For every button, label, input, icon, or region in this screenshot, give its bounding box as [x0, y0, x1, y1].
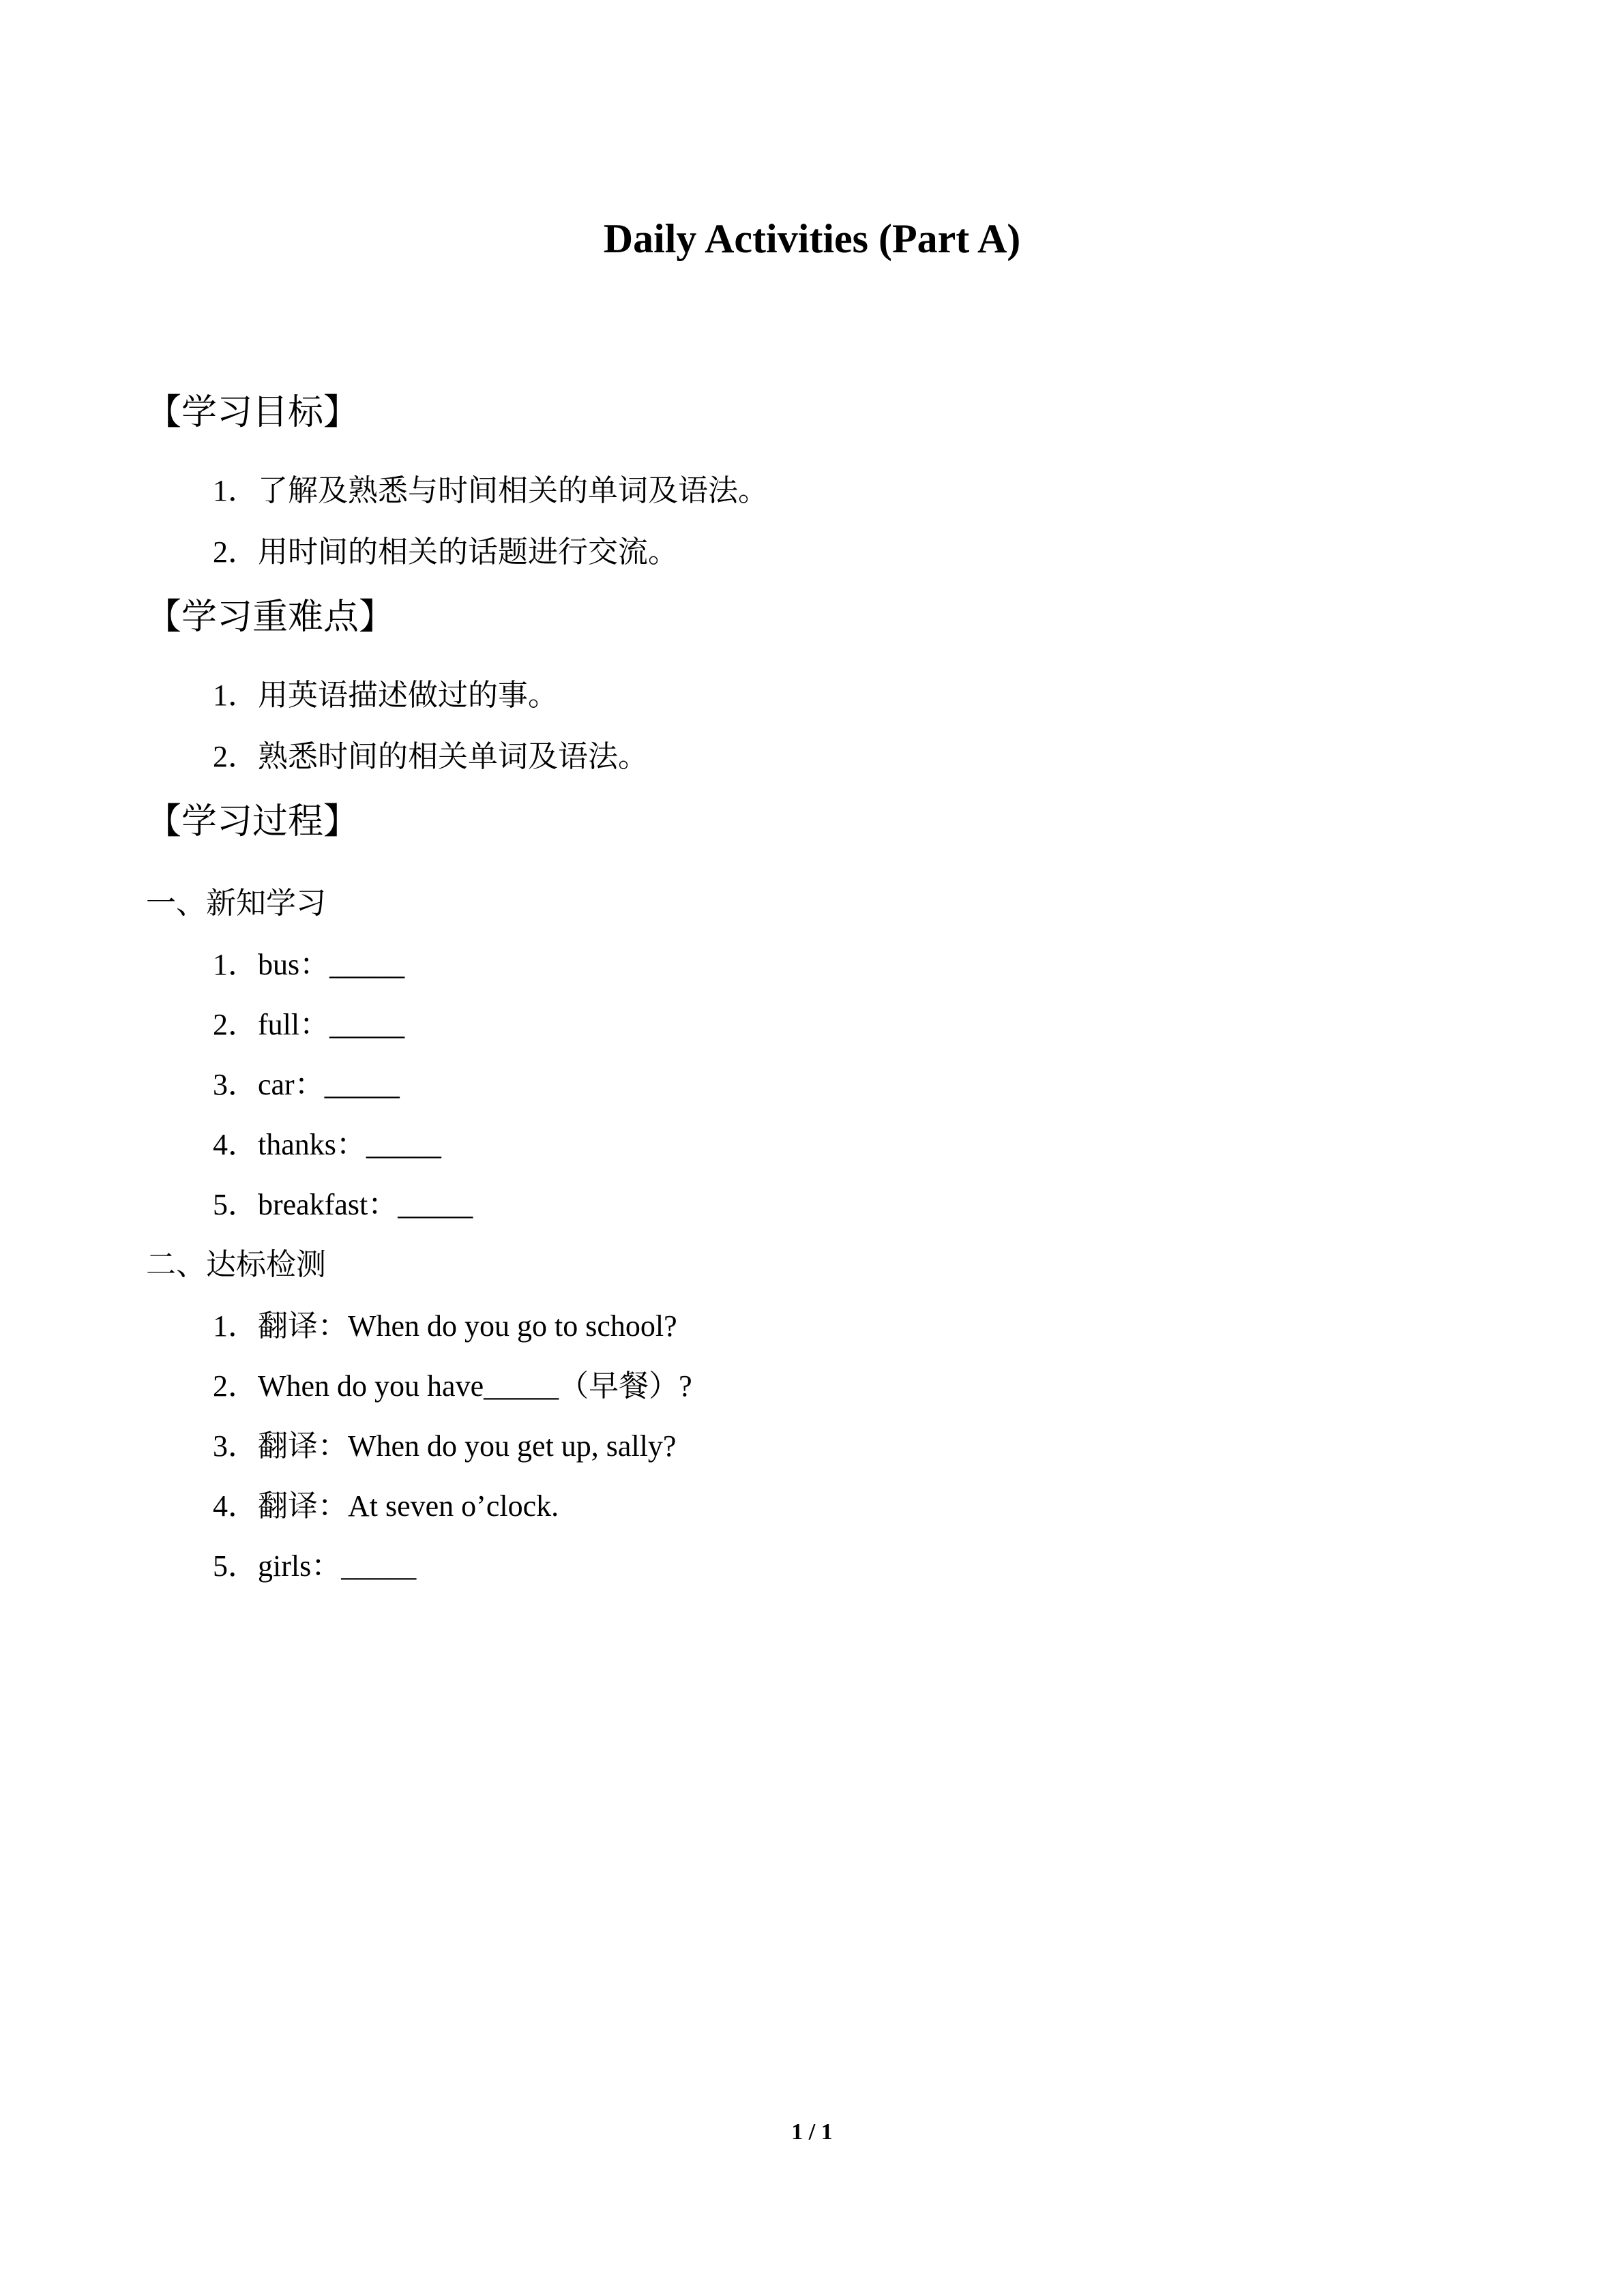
- key-points-heading: 【学习重难点】: [146, 597, 395, 638]
- part1-label: 一、新知学习: [146, 886, 326, 920]
- test-item-1: 1．翻译：When do you go to school?: [213, 1309, 677, 1343]
- key-point-item-2: 2．熟悉时间的相关单词及语法。: [213, 740, 648, 773]
- key-point-item-1: 1．用英语描述做过的事。: [213, 679, 558, 712]
- document-title: Daily Activities (Part A): [603, 216, 1021, 261]
- vocab-item-2: 2．full：_____: [213, 1008, 405, 1041]
- vocab-item-4: 4．thanks：_____: [213, 1128, 441, 1161]
- test-item-2: 2．When do you have_____（早餐）?: [213, 1369, 692, 1403]
- vocab-item-3: 3．car：_____: [213, 1068, 400, 1101]
- objectives-heading: 【学习目标】: [146, 392, 359, 433]
- page-number: 1 / 1: [791, 2119, 833, 2145]
- test-item-4: 4．翻译：At seven o’clock.: [213, 1489, 559, 1523]
- process-heading: 【学习过程】: [146, 801, 359, 842]
- objective-item-1: 1．了解及熟悉与时间相关的单词及语法。: [213, 474, 768, 507]
- part2-label: 二、达标检测: [146, 1248, 326, 1281]
- vocab-item-5: 5．breakfast：_____: [213, 1188, 473, 1221]
- objective-item-2: 2．用时间的相关的话题进行交流。: [213, 535, 678, 569]
- test-item-5: 5．girls：_____: [213, 1549, 417, 1583]
- test-item-3: 3．翻译：When do you get up, sally?: [213, 1429, 677, 1463]
- vocab-item-1: 1．bus：_____: [213, 948, 405, 981]
